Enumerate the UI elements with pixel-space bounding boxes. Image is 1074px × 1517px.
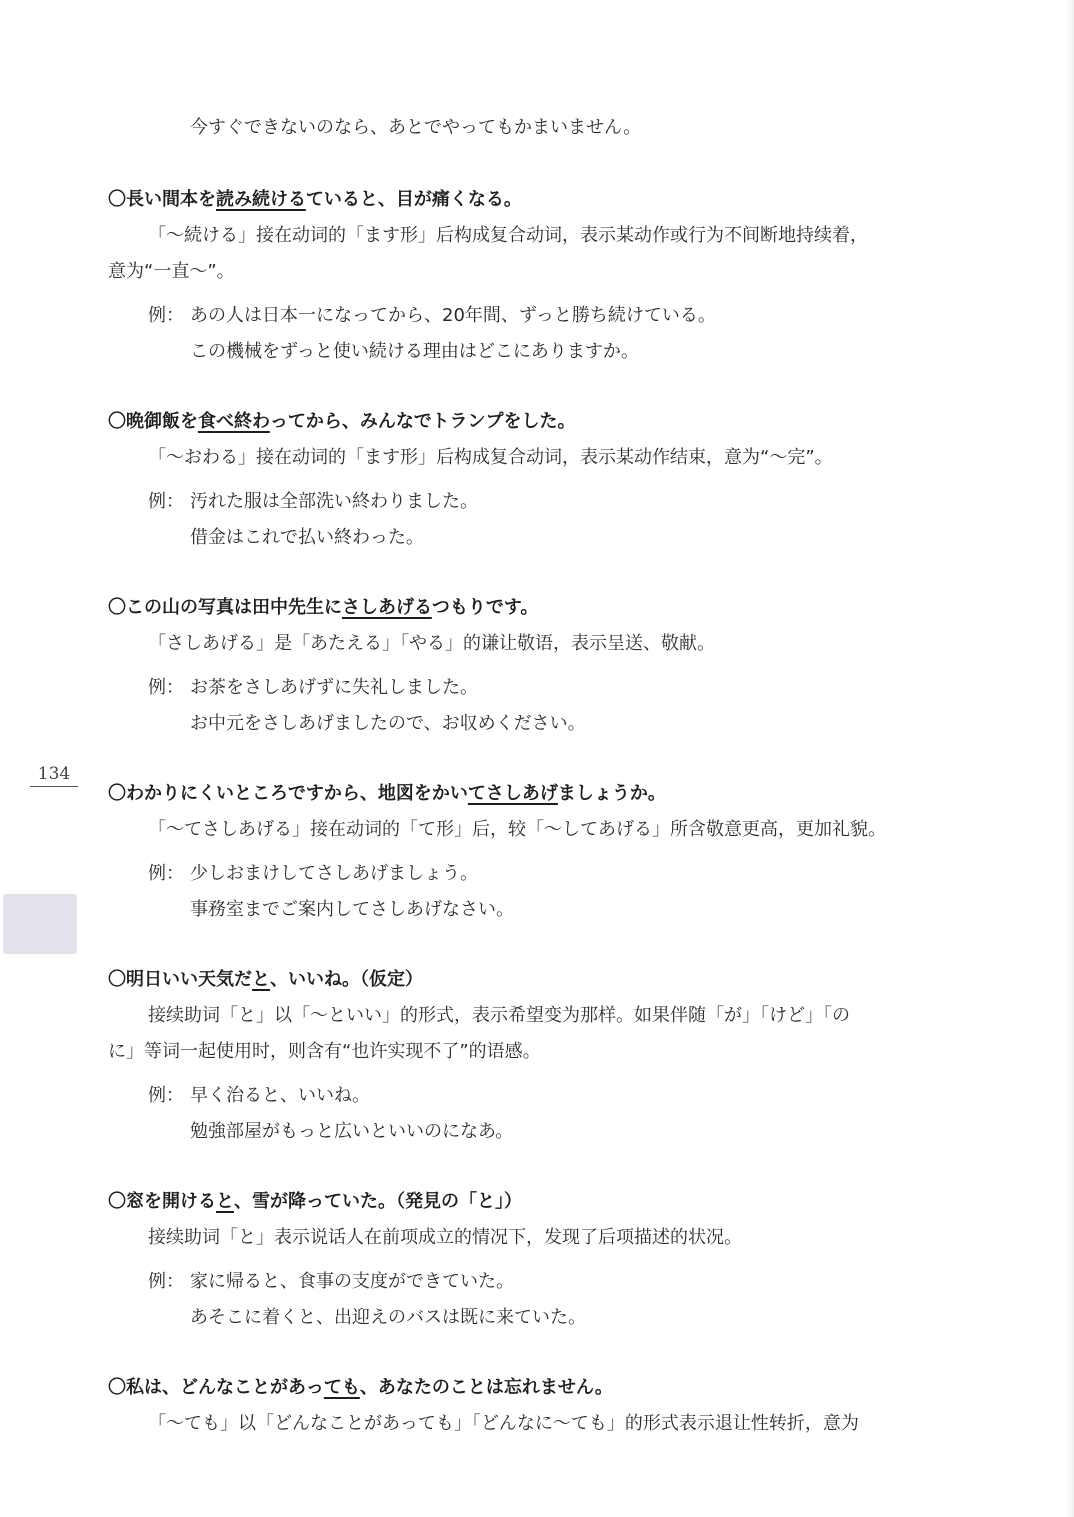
entry-heading: 〇わかりにくいところですから、地図をかいてさしあげましょうか。 bbox=[108, 783, 666, 804]
carryover-example: 今すぐできないのなら、あとでやってもかまいません。 bbox=[190, 117, 642, 138]
target-grammar: と bbox=[252, 969, 270, 990]
example-label: 例： bbox=[148, 677, 184, 698]
example-sentence: お茶をさしあげずに失礼しました。 bbox=[190, 677, 478, 698]
target-grammar: 食べ終わ bbox=[198, 411, 270, 432]
explanation-line: に」等词一起使用时，则含有“也许实现不了”的语感。 bbox=[108, 1041, 541, 1062]
example-sentence: 家に帰ると、食事の支度ができていた。 bbox=[190, 1271, 514, 1292]
example-sentence: 借金はこれで払い終わった。 bbox=[190, 527, 424, 548]
entry-heading: 〇晩御飯を食べ終わってから、みんなでトランプをした。 bbox=[108, 411, 576, 432]
example-sentence: 早く治ると、いいね。 bbox=[190, 1085, 370, 1106]
entry-heading: 〇この山の写真は田中先生にさしあげるつもりです。 bbox=[108, 597, 539, 618]
entry-heading: 〇明日いい天気だと、いいね。（仮定） bbox=[108, 969, 423, 990]
example-label: 例： bbox=[148, 863, 184, 884]
example-label: 例： bbox=[148, 1271, 184, 1292]
example-sentence: あの人は日本一になってから、20年間、ずっと勝ち続けている。 bbox=[190, 305, 716, 326]
explanation-line: 「〜ても」以「どんなことがあっても」「どんなに〜ても」的形式表示退让性转折，意为 bbox=[148, 1413, 859, 1434]
side-tab-marker bbox=[3, 894, 77, 954]
example-sentence: 勉強部屋がもっと広いといいのになあ。 bbox=[190, 1121, 514, 1142]
explanation-line: 「〜続ける」接在动词的「ます形」后构成复合动词，表示某动作或行为不间断地持续着， bbox=[148, 225, 868, 246]
target-grammar: ても bbox=[323, 1377, 360, 1398]
entry-heading: 〇長い間本を読み続けるていると、目が痛くなる。 bbox=[108, 189, 522, 210]
explanation-line: 「〜おわる」接在动词的「ます形」后构成复合动词，表示某动作结束，意为“〜完”。 bbox=[148, 447, 833, 468]
explanation-line: 接续助词「と」表示说话人在前项成立的情况下，发现了后项描述的状况。 bbox=[148, 1227, 742, 1248]
page-edge-shadow bbox=[1066, 0, 1074, 1517]
entry-heading: 〇窓を開けると、雪が降っていた。（発見の「と」） bbox=[108, 1191, 522, 1212]
explanation-line: 「さしあげる」是「あたえる」「やる」的谦让敬语，表示呈送、敬献。 bbox=[148, 633, 715, 654]
example-sentence: あそこに着くと、出迎えのバスは既に来ていた。 bbox=[190, 1307, 586, 1328]
example-label: 例： bbox=[148, 305, 184, 326]
example-sentence: お中元をさしあげましたので、お収めください。 bbox=[190, 713, 586, 734]
example-sentence: 汚れた服は全部洗い終わりました。 bbox=[190, 491, 478, 512]
explanation-line: 接续助词「と」以「〜といい」的形式，表示希望变为那样。如果伴随「が」「けど」「の bbox=[148, 1005, 850, 1026]
explanation-line: 「〜てさしあげる」接在动词的「て形」后，较「〜してあげる」所含敬意更高，更加礼貌。 bbox=[148, 819, 886, 840]
target-grammar: てさしあげ bbox=[467, 783, 558, 804]
target-grammar: と bbox=[216, 1191, 234, 1212]
entry-heading: 〇私は、どんなことがあっても、あなたのことは忘れません。 bbox=[108, 1377, 613, 1398]
example-sentence: 事務室までご案内してさしあげなさい。 bbox=[190, 899, 514, 920]
example-label: 例： bbox=[148, 491, 184, 512]
example-label: 例： bbox=[148, 1085, 184, 1106]
example-sentence: この機械をずっと使い続ける理由はどこにありますか。 bbox=[190, 341, 639, 362]
target-grammar: さしあげる bbox=[342, 597, 432, 618]
target-grammar: 読み続ける bbox=[216, 189, 306, 210]
page-number: 134 bbox=[30, 764, 78, 787]
example-sentence: 少しおまけしてさしあげましょう。 bbox=[190, 863, 478, 884]
explanation-line: 意为“一直〜”。 bbox=[108, 261, 235, 282]
